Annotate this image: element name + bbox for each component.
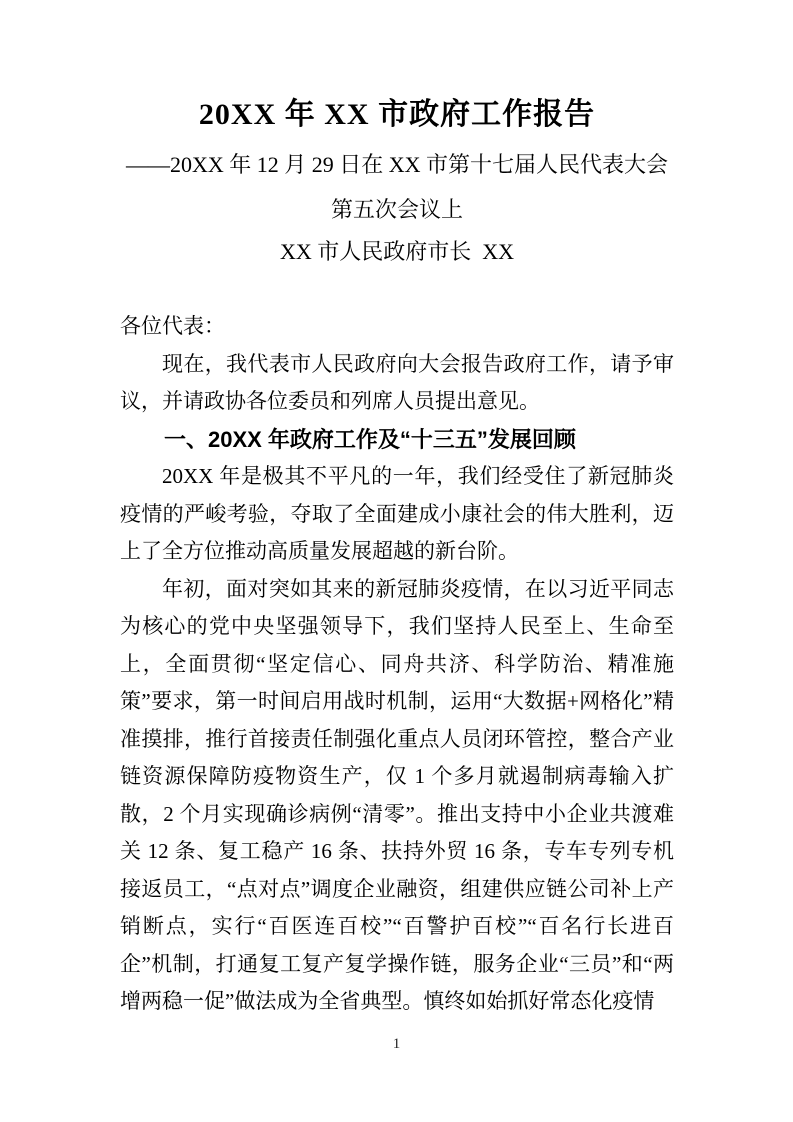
document-title: 20XX 年 XX 市政府工作报告 [198, 98, 596, 131]
salutation: 各位代表： [120, 314, 225, 338]
paragraph-review: 20XX 年是极其不平凡的一年，我们经受住了新冠肺炎疫情的严峻考验，夺取了全面建成小康社会的伟大胜利，迈上了全方位推动高质量发展超越的新台阶。 [120, 464, 674, 563]
section-heading: 一、20XX 年政府工作及“十三五”发展回顾 [164, 426, 576, 452]
document-body [120, 308, 674, 1021]
paragraph-intro: 现在，我代表市人民政府向大会报告政府工作，请予审议，并请政协各位委员和列席人员提出意见。 [120, 351, 674, 413]
document-subtitle: ——20XX 年 12 月 29 日在 XX 市第十七届人民代表大会第五次会议上 [125, 152, 669, 222]
speaker-line: XX 市人民政府市长 XX [279, 239, 515, 264]
page-number: 1 [392, 1036, 401, 1052]
paragraph-epidemic: 年初，面对突如其来的新冠肺炎疫情，在以习近平同志为核心的党中央坚强领导下，我们坚持人民至上、生命至上，全面贯彻“坚定信心、同舟共济、科学防治、精准施策”要求，第一时间启用战时机制，运用“大数据+网格化”精准摸排，推行首接责任制强化重点人员闭环管控，整合产业链资源保障防疫物资生产，仅 1 个多月就遏制病毒输入扩散，2 个月实现确诊病例“清零”。推出支持中小企业共渡难关 12 条、复工稳产 16 条、扶持外贸 16 条，专车专列专机接返员工，“点对点”调度企业融资，组建供应链公司补上产销断点，实行“百医连百校”“百警护百校”“百名行长进百企”机制，打通复工复产复学操作链，服务企业“三员”和“两增两稳一促”做法成为全省典型。慎终如始抓好常态化疫情 [120, 576, 674, 1013]
